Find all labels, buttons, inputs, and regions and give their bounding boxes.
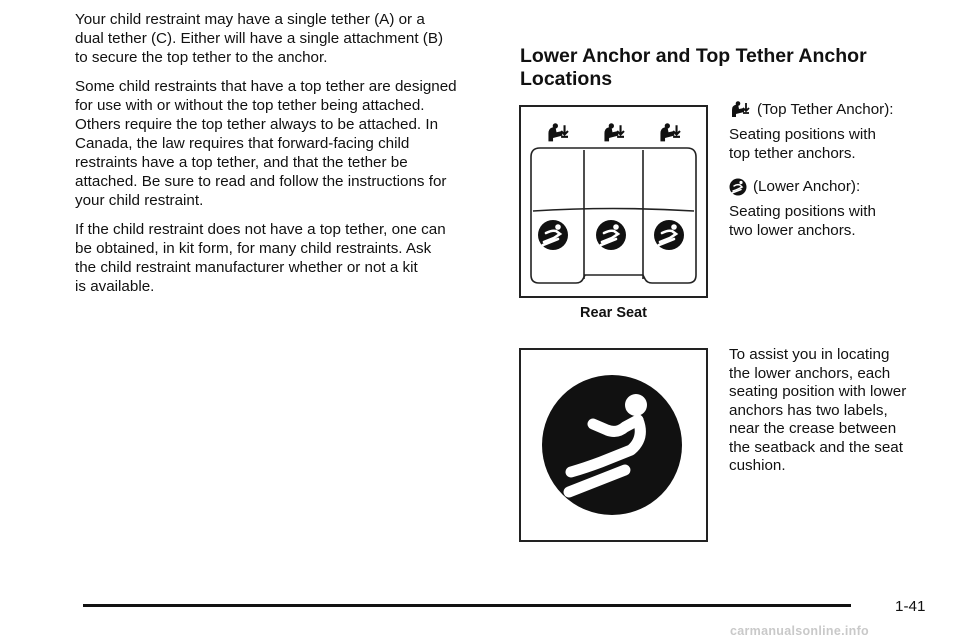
lower-anchor-icon — [542, 375, 682, 515]
lower-anchor-label-figure — [519, 348, 708, 542]
legend-description: Seating positions with two lower anchors. — [729, 203, 876, 239]
watermark: carmanualsonline.info — [730, 624, 869, 638]
paragraph-tether-requirements: Some child restraints that have a top tether are designed for use with or without the top tether being attached. Others require the top tether always to be attached. In Canada, the law requires that forward-facing child restraints have a top tether, and that the tether be attached. Be sure to read and follow the instructions for your child restraint. — [75, 78, 457, 209]
rear-seat-figure — [519, 105, 708, 298]
paragraph-tether-types: Your child restraint may have a single tether (A) or a dual tether (C). Either will have a single attachment (B) to secure the top tether to the anchor. — [75, 11, 444, 66]
top-tether-anchor-icon — [729, 101, 751, 119]
top-tether-anchor-icon — [660, 123, 680, 141]
legend-description: Seating positions with top tether anchors. — [729, 126, 876, 162]
lower-anchor-icon — [538, 220, 568, 250]
lower-anchor-icon — [729, 178, 747, 196]
section-heading: Lower Anchor and Top Tether Anchor Locations — [520, 45, 867, 90]
top-tether-anchor-icon — [604, 123, 624, 141]
body-text-column — [75, 10, 495, 306]
legend-lower-anchor — [729, 177, 929, 240]
lower-anchor-icon — [654, 220, 684, 250]
top-tether-anchor-icon — [548, 123, 568, 141]
paragraph-tether-kit: If the child restraint does not have a top tether, one can be obtained, in kit form, for many child restraints. Ask the child restraint manufacturer whether or not a kit is available. — [75, 221, 446, 295]
figure-caption: Rear Seat — [580, 305, 647, 321]
lower-anchor-icon — [596, 220, 626, 250]
footer-rule — [83, 604, 851, 607]
legend-label: (Lower Anchor): — [753, 178, 861, 195]
page-number: 1-41 — [895, 598, 926, 615]
assist-paragraph: To assist you in locating the lower anchors, each seating position with lower anchors has two labels, near the crease between the seatback and the seat cushion. — [729, 346, 907, 474]
legend-label: (Top Tether Anchor): — [757, 101, 894, 118]
legend-top-tether — [729, 100, 929, 163]
